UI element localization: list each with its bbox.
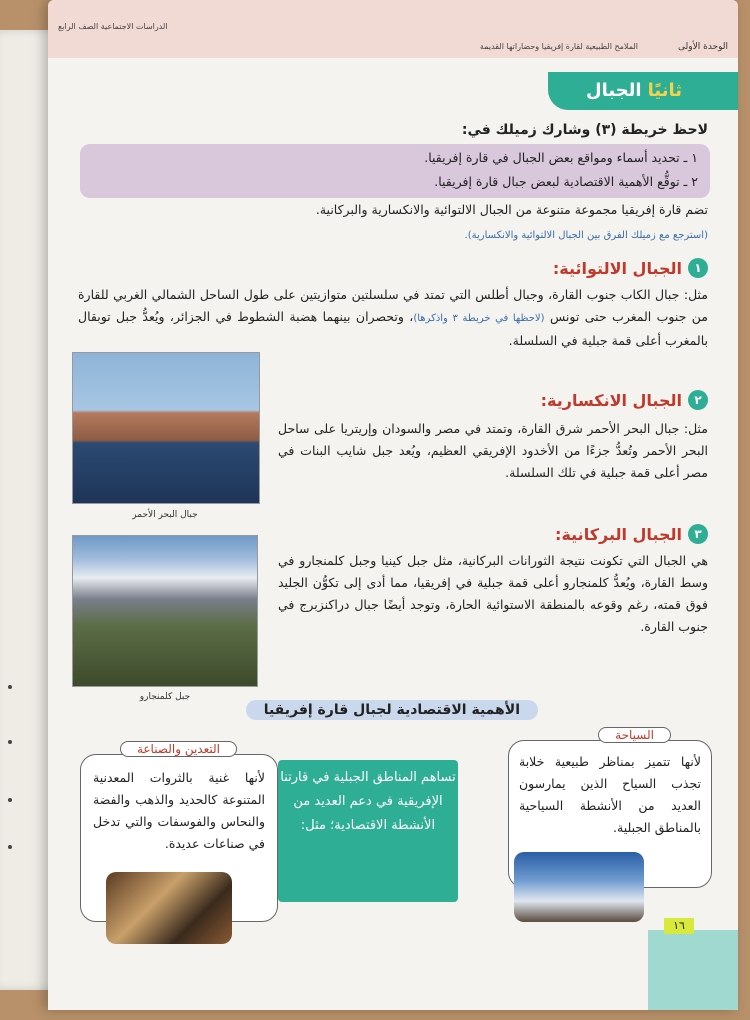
textbook-page <box>48 0 738 1010</box>
page-number: ١٦ <box>664 918 694 934</box>
fault-paragraph: مثل: جبال البحر الأحمر شرق القارة، وتمتد في مصر والسودان وإريتريا على ساحل البحر الأحمر وتُعدُّ جزءًا من الأخدود الإفريقي العظيم، ويُعد جبل شايب البنات في مصر أعلى قمة جبلية في تلك السلسلة. <box>278 421 708 480</box>
task-box <box>80 144 710 198</box>
section-number: ثانيًا <box>647 80 682 101</box>
bullet-dot <box>8 740 12 744</box>
mountain-climbers-photo <box>514 852 644 922</box>
folded-text-2: ، وتحصران بينهما هضبة الشطوط في الجزائر، ويُعدُّ جبل توبقال بالمغرب أعلى قمة جبلية في السلسلة. <box>78 309 708 348</box>
number-circle: ١ <box>688 258 708 278</box>
photo-caption: جبل كلمنجارو <box>139 692 191 702</box>
fault-heading <box>541 390 708 410</box>
volcanic-title: الجبال البركانية: <box>555 524 682 544</box>
intro-text: تضم قارة إفريقيا مجموعة متنوعة من الجبال الالتوائية والانكسارية والبركانية. <box>315 202 708 217</box>
recall-tip: (استرجع مع زميلك الفرق بين الجبال الالتوائية والانكسارية). <box>464 230 708 241</box>
importance-title: الأهمية الاقتصادية لجبال قارة إفريقيا <box>246 700 538 720</box>
number-circle: ٢ <box>688 390 708 410</box>
unit-label: الوحدة الأولى <box>678 42 728 52</box>
folded-paragraph <box>78 284 708 352</box>
bullet-dot <box>8 798 12 802</box>
number-circle: ٣ <box>688 524 708 544</box>
fault-title: الجبال الانكسارية: <box>540 390 682 410</box>
importance-center-box: تساهم المناطق الجبلية في قارتنا الإفريقية في دعم العديد من الأنشطة الاقتصادية؛ مثل: <box>278 760 458 902</box>
mining-text: لأنها غنية بالثروات المعدنية المتنوعة كالحديد والذهب والفضة والنحاس والفوسفات والتي تدخل في صناعات عديدة. <box>93 770 265 851</box>
task-item: ٢ ـ توقُّع الأهمية الاقتصادية لبعض جبال قارة إفريقيا. <box>434 174 698 189</box>
volcanic-heading <box>555 524 708 544</box>
photo-caption: جبال البحر الأحمر <box>132 510 198 520</box>
folded-text: مثل: جبال الكاب جنوب القارة، وجبال أطلس التي تمتد في سلسلتين متوازيتين على طول الساحل الشمالي الغربي للقارة من جنوب المغرب حتى تونس <box>78 287 709 324</box>
kilimanjaro-photo <box>72 535 258 687</box>
bullet-dot <box>8 845 12 849</box>
bullet-dot <box>8 685 12 689</box>
mining-label: التعدين والصناعة <box>120 741 237 757</box>
mining-photo <box>106 872 232 944</box>
volcanic-paragraph: هي الجبال التي تكونت نتيجة الثورانات البركانية، مثل جبل كينيا وجبل كلمنجارو في وسط القارة، ويُعدُّ كلمنجارو أعلى قمة جبلية في إفريقيا، مما أدى إلى تكوُّن الجليد فوق قمته، رغم وقوعه بالمنطقة الاستوائية الحارة، وتوجد أيضًا جبال دراكنزبرج في جنوب القارة. <box>278 553 708 634</box>
section-title-tab <box>548 72 738 110</box>
observe-instruction: لاحظ خريطة (٣) وشارك زميلك في: <box>461 122 708 138</box>
task-item: ١ ـ تحديد أسماء ومواقع بعض الجبال في قارة إفريقيا. <box>424 150 698 165</box>
lesson-title: الملامح الطبيعية لقارة إفريقيا وحضاراتها القديمة <box>479 42 638 51</box>
tourism-text: لأنها تتميز بمناظر طبيعية خلابة تجذب السياح الذين يمارسون العديد من الأنشطة السياحية بالمناطق الجبلية. <box>519 754 701 835</box>
page-corner-decoration <box>648 930 738 1010</box>
folded-heading <box>553 258 708 278</box>
folded-map-note: (لاحظها في خريطة ٣ واذكرها) <box>413 313 545 324</box>
red-sea-mountains-photo <box>72 352 260 504</box>
tourism-label: السياحة <box>598 727 671 743</box>
subject-label: الدراسات الاجتماعية الصف الرابع <box>58 22 168 31</box>
folded-title: الجبال الالتوائية: <box>552 258 682 278</box>
section-title: الجبال <box>585 80 642 101</box>
page-header <box>48 0 738 58</box>
